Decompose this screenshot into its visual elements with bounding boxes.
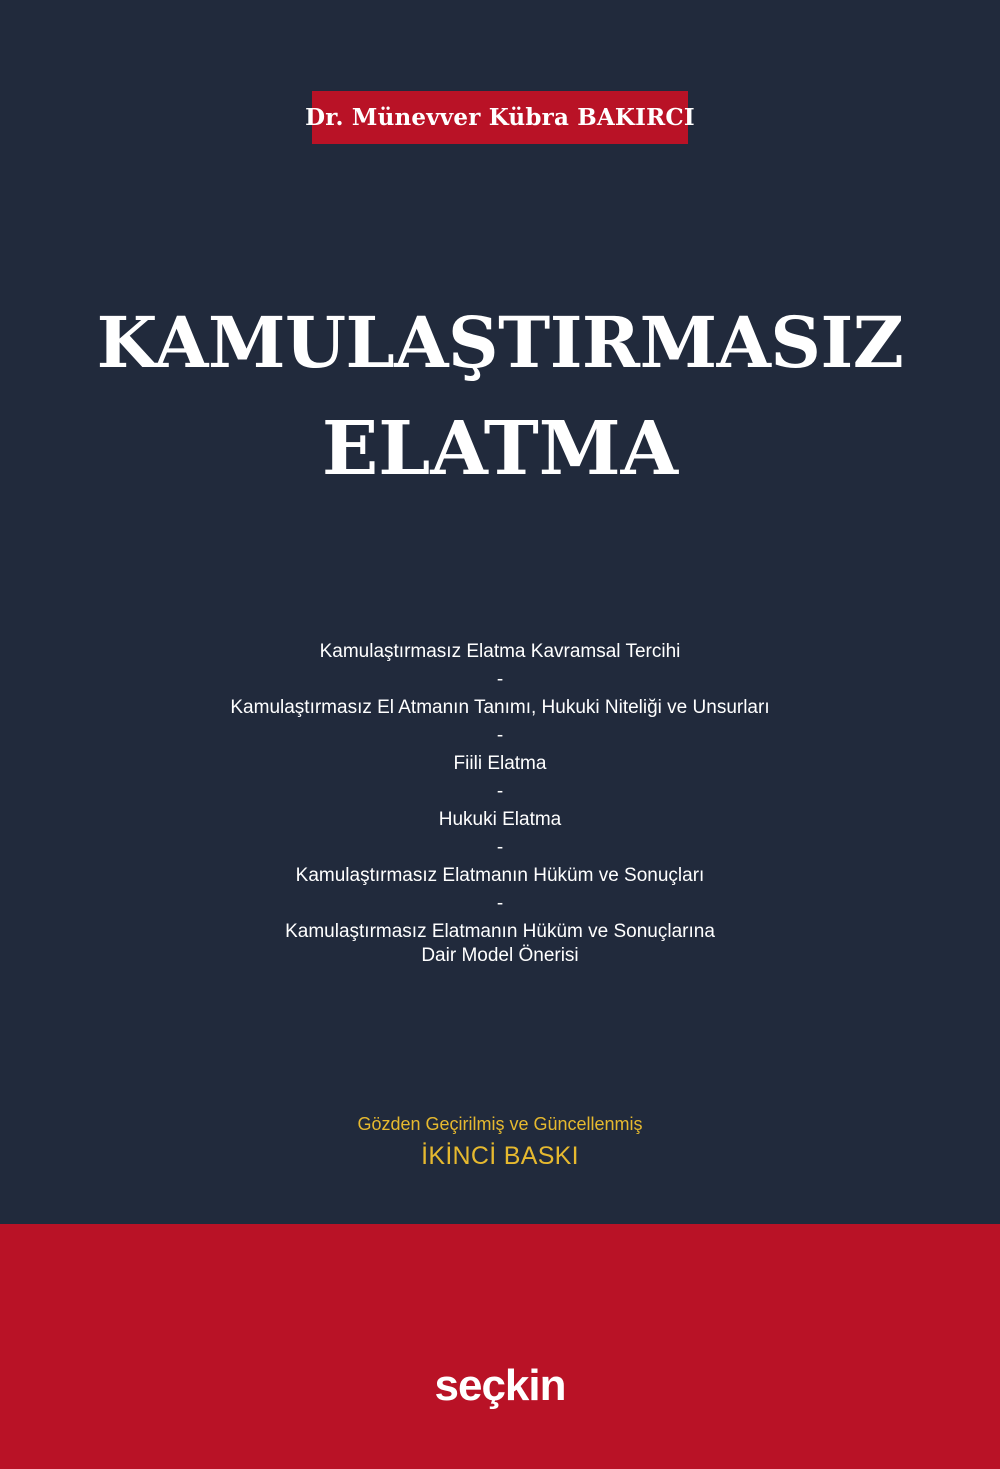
topic-separator: - (496, 725, 504, 746)
book-title (0, 290, 1000, 502)
topic-item: Kamulaştırmasız Elatmanın Hüküm ve Sonuçları (295, 865, 705, 886)
topic-separator: - (496, 669, 504, 690)
topic-separator: - (496, 893, 504, 914)
publisher-logo: seçkin (434, 1361, 566, 1410)
topic-item: Hukuki Elatma (438, 809, 562, 830)
topic-item: Kamulaştırmasız Elatma Kavramsal Tercihi (319, 641, 681, 662)
topic-separator: - (496, 837, 504, 858)
title-line-1: KAMULAŞTIRMASIZ (96, 301, 904, 384)
cover-bottom-panel (0, 1224, 1000, 1469)
topic-item: Fiili Elatma (453, 753, 547, 774)
edition-label: İKİNCİ BASKI (421, 1142, 579, 1170)
title-line-2: ELATMA (321, 406, 679, 492)
author-badge (305, 91, 695, 144)
author-name: Dr. Münevver Kübra BAKIRCI (305, 104, 695, 131)
topics-list (0, 640, 1000, 968)
edition-info (0, 1112, 1000, 1176)
topic-separator: - (496, 781, 504, 802)
topic-item: Kamulaştırmasız El Atmanın Tanımı, Hukuki Niteliği ve Unsurları (230, 697, 770, 718)
topic-item: Kamulaştırmasız Elatmanın Hüküm ve Sonuçlarına Dair Model Önerisi (285, 921, 715, 966)
edition-subtitle: Gözden Geçirilmiş ve Güncellenmiş (357, 1114, 643, 1134)
